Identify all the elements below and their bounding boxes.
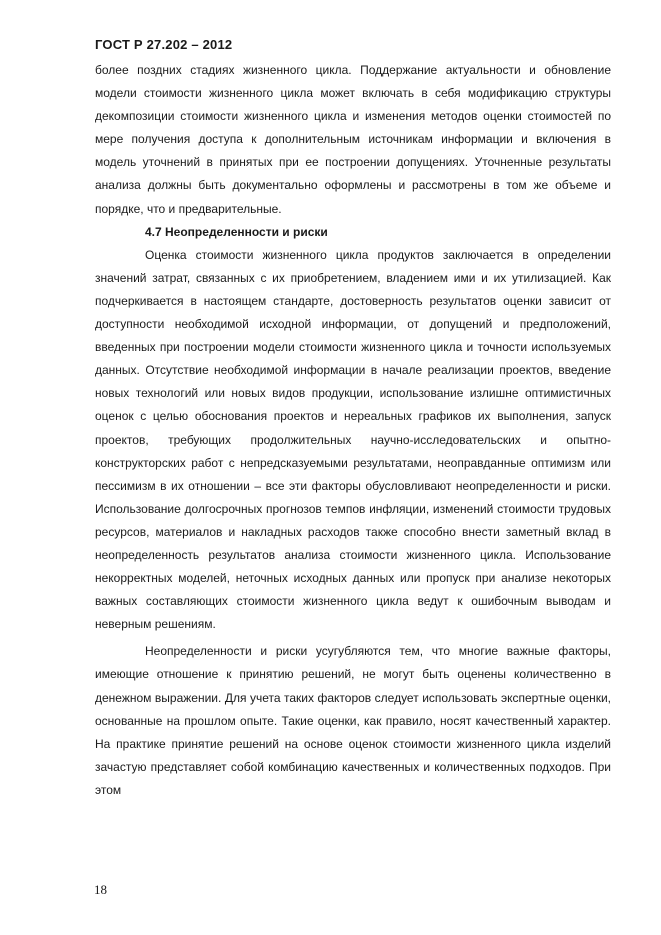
standard-header: ГОСТ Р 27.202 – 2012 bbox=[95, 37, 233, 52]
document-body bbox=[95, 59, 611, 802]
continued-paragraph: более поздних стадиях жизненного цикла. Поддержание актуальности и обновление модели стоимости жизненного цикла может включать в себя модификацию структуры декомпозиции стоимости жизненного цикла и изменения методов оценки стоимостей по мере получения доступа к дополнительным источникам информации и включения в модель уточнений в принятых при ее построении допущениях. Уточненные результаты анализа должны быть документально оформлены и рассмотрены в том же объеме и порядке, что и предварительные. bbox=[95, 63, 611, 216]
paragraph-uncertainty-factors: Неопределенности и риски усугубляются тем, что многие важные факторы, имеющие отношение к принятию решений, не могут быть оценены количественно в денежном выражении. Для учета таких факторов следует использовать экспертные оценки, основанные на прошлом опыте. Такие оценки, как правило, носят качественный характер. На практике принятие решений на основе оценок стоимости жизненного цикла изделий зачастую представляет собой комбинацию качественных и количественных подходов. При этом bbox=[95, 644, 611, 797]
section-heading: 4.7 Неопределенности и риски bbox=[145, 224, 328, 239]
page-number: 18 bbox=[94, 882, 107, 897]
paragraph-uncertainty-intro: Оценка стоимости жизненного цикла продуктов заключается в определении значений затрат, связанных с их приобретением, владением ими и их утилизацией. Как подчеркивается в настоящем стандарте, достоверность результатов оценки зависит от доступности необходимой исходной информации, от допущений и предположений, введенных при построении модели стоимости жизненного цикла и точности используемых данных. Отсутствие необходимой информации в начале реализации проектов, введение новых технологий или новых видов продукции, использование излишне оптимистичных оценок с целью обоснования проектов и нереальных графиков их выполнения, запуск проектов, требующих продолжительных научно-исследовательских и опытно-конструкторских работ с непредсказуемыми результатами, неоправданные оптимизм или пессимизм в их отношении – все эти факторы обусловливают неопределенности и риски. Использование долгосрочных прогнозов темпов инфляции, изменений стоимости трудовых ресурсов, материалов и накладных расходов также способно внести заметный вклад в неопределенность результатов анализа стоимости жизненного цикла. Использование некорректных моделей, неточных исходных данных или пропуск при анализе некоторых важных составляющих стоимости жизненного цикла ведут к ошибочным выводам и неверным решениям. bbox=[95, 247, 611, 632]
